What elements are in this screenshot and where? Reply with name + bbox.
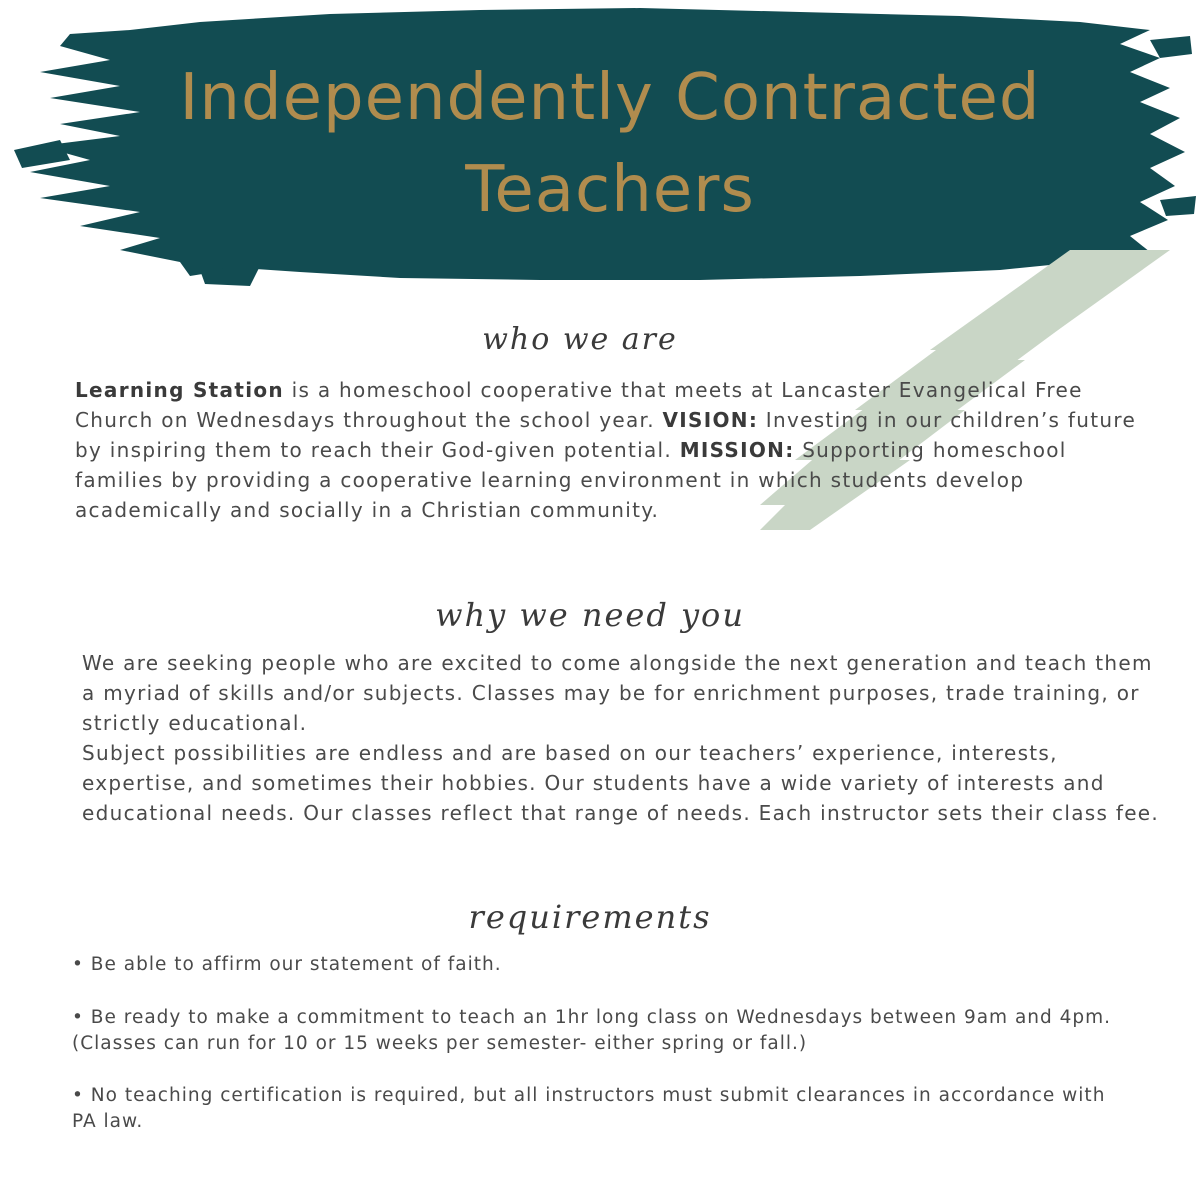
requirement-item-clearances: • No teaching certification is required, but all instructors must submit clearances in accordance with PA law. [72,1085,1106,1132]
who-we-are-paragraph [75,375,1155,525]
why-paragraph-1: We are seeking people who are excited to come alongside the next generation and teach them a myriad of skills and/or subjects. Classes may be for enrichment purposes, trade training, or strictly educational. [82,651,1153,735]
who-text: is a homeschool cooperative that meets at Lancaster Evangelical Free Church on Wednesdays throughout the school year. [75,378,1083,432]
why-we-need-you-heading: why we need you [435,596,745,634]
vision-text: Investing in our children’s future by inspiring them to reach their God-given potential. [75,408,1137,462]
requirement-item-commitment: • Be ready to make a commitment to teach an 1hr long class on Wednesdays between 9am and 4pm. (Classes can run for 10 or 15 weeks per semester- either spring or fall.) [72,1007,1112,1054]
why-we-need-you-paragraph [82,648,1162,828]
mission-text: Supporting homeschool families by providing a cooperative learning environment in which students develop academically and socially in a Christian community. [75,438,1067,522]
mission-label: MISSION: [679,438,795,462]
requirements-heading: requirements [468,898,712,936]
page-title: Independently Contracted Teachers [179,61,1041,227]
who-we-are-heading: who we are [482,322,678,357]
why-paragraph-2: Subject possibilities are endless and are based on our teachers’ experience, interests, expertise, and sometimes their hobbies. Our students have a wide variety of interests and educational needs. Our classes reflect that range of needs. Each instructor sets their class fee. [82,741,1160,825]
vision-label: VISION: [662,408,759,432]
requirement-item-faith: • Be able to affirm our statement of faith. [72,954,502,975]
learning-station-name: Learning Station [75,378,284,402]
